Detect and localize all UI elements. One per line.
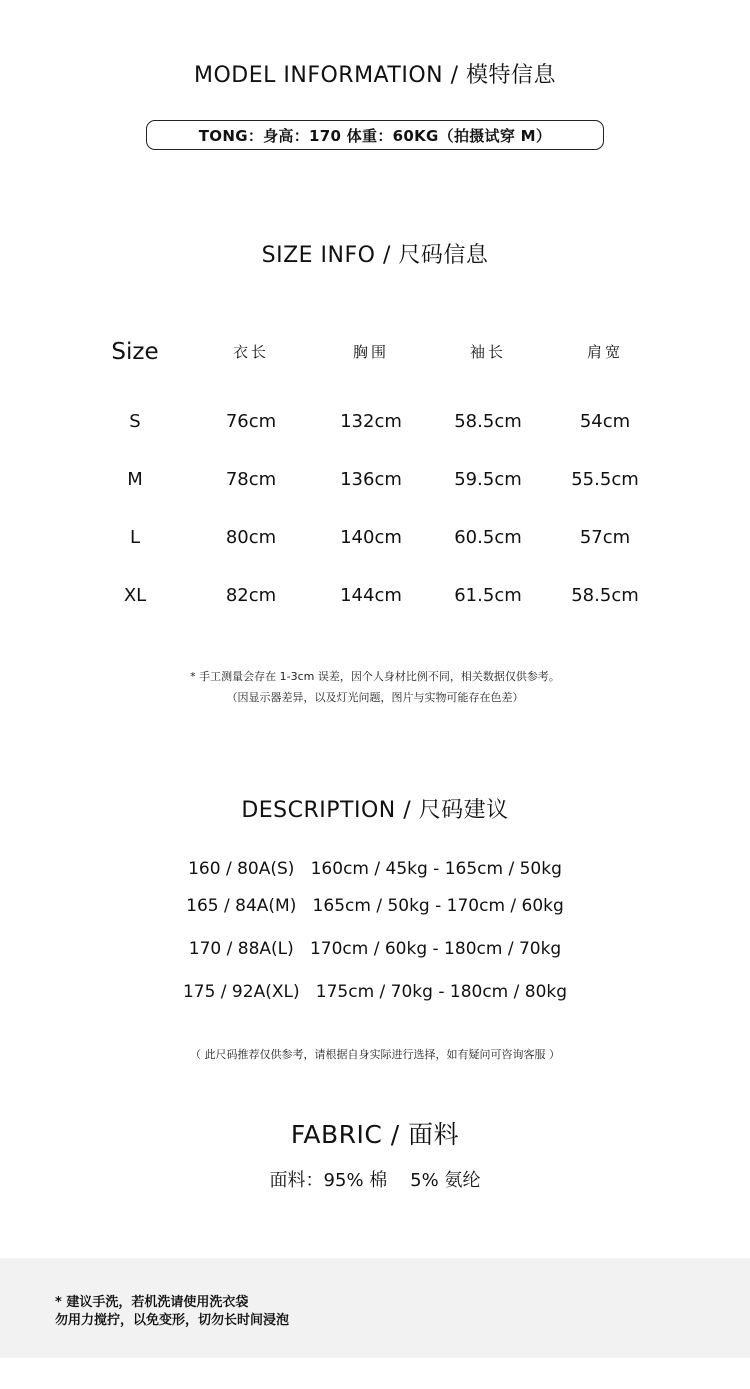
length-value: 76cm	[225, 411, 277, 432]
measurement-note: * 手工测量会存在 1-3cm 误差，因个人身材比例不同，相关数据仅供参考。	[190, 670, 560, 683]
shoulder-value: 58.5cm	[571, 585, 639, 606]
sleeve-value: 60.5cm	[454, 527, 522, 548]
model-info-title: MODEL INFORMATION / 模特信息	[193, 63, 556, 88]
size-label: XL	[123, 585, 147, 606]
list-item: 160 / 80A(S) 160cm / 45kg - 165cm / 50kg	[188, 859, 562, 879]
table-row	[75, 402, 695, 442]
table-row	[75, 460, 695, 500]
header-shoulder: 肩宽	[586, 343, 623, 361]
size-info-title: SIZE INFO / 尺码信息	[261, 243, 489, 268]
care-line-1: * 建议手洗，若机洗请使用洗衣袋	[55, 1295, 249, 1310]
color-note: （因显示器差异，以及灯光问题，图片与实物可能存在色差）	[226, 691, 524, 704]
header-size: Size	[111, 339, 159, 365]
model-info-badge	[146, 120, 604, 150]
table-row	[75, 518, 695, 558]
length-value: 80cm	[225, 527, 277, 548]
chest-value: 132cm	[340, 411, 402, 432]
sleeve-value: 59.5cm	[454, 469, 522, 490]
header-sleeve: 袖长	[469, 343, 506, 361]
shoulder-value: 55.5cm	[571, 469, 639, 490]
size-label: L	[129, 527, 141, 548]
fabric-content: 面料：95% 棉 5% 氨纶	[269, 1170, 481, 1191]
size-label: S	[129, 411, 141, 432]
length-value: 78cm	[225, 469, 277, 490]
chest-value: 144cm	[340, 585, 402, 606]
chest-value: 136cm	[340, 469, 402, 490]
size-table-header	[75, 332, 695, 372]
list-item: 175 / 92A(XL) 175cm / 70kg - 180cm / 80kg	[182, 982, 568, 1002]
care-instructions	[0, 1258, 750, 1358]
shoulder-value: 54cm	[579, 411, 631, 432]
description-title: DESCRIPTION / 尺码建议	[241, 798, 509, 823]
recommendation-note: （ 此尺码推荐仅供参考，请根据自身实际进行选择，如有疑问可咨询客服 ）	[190, 1048, 560, 1061]
header-chest: 胸围	[352, 343, 389, 361]
shoulder-value: 57cm	[579, 527, 631, 548]
table-row	[75, 576, 695, 616]
length-value: 82cm	[225, 585, 277, 606]
sleeve-value: 58.5cm	[454, 411, 522, 432]
list-item: 170 / 88A(L) 170cm / 60kg - 180cm / 70kg	[188, 939, 562, 959]
list-item: 165 / 84A(M) 165cm / 50kg - 170cm / 60kg	[186, 896, 564, 916]
fabric-title: FABRIC / 面料	[290, 1120, 460, 1149]
chest-value: 140cm	[340, 527, 402, 548]
care-line-2: 勿用力搅拧，以免变形，切勿长时间浸泡	[55, 1313, 290, 1328]
header-length: 衣长	[232, 343, 269, 361]
size-label: M	[127, 469, 143, 490]
model-info-details: TONG：身高：170 体重：60KG（拍摄试穿 M）	[198, 126, 552, 145]
sleeve-value: 61.5cm	[454, 585, 522, 606]
